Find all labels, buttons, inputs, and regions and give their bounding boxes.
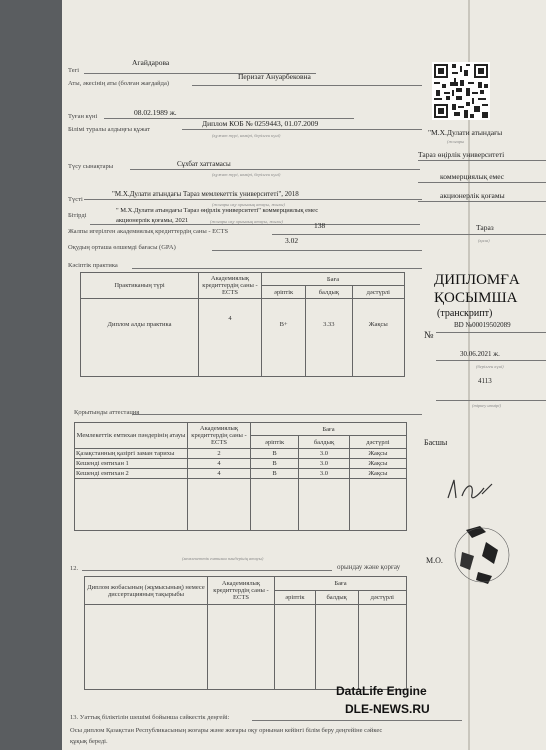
title-line-1: ДИПЛОМҒА (434, 272, 520, 288)
table-row (75, 459, 407, 469)
t2-header-grade: Баға (251, 423, 407, 436)
name-label: Аты, әкесінің аты (болған жағдайда) (68, 80, 169, 87)
issue-date: 30.06.2021 ж. (460, 350, 500, 358)
city-hint: (қала) (478, 238, 490, 243)
exam-label: Түсу сынақтары (68, 163, 114, 170)
gpa-value: 3.02 (285, 236, 299, 245)
head-label: Басшы (424, 438, 448, 447)
t1-cell-credits: 4 (199, 299, 262, 377)
title-line-2: ҚОСЫМША (434, 290, 518, 306)
t3-header-topic: Диплом жобасының (жұмысының) немесе диссертацияның тақырыбы (85, 577, 208, 605)
graduated-label: Бітірді (68, 212, 87, 219)
thesis-table (84, 576, 407, 690)
t2-cell-points: 3.0 (299, 449, 350, 459)
practice-table (80, 272, 405, 377)
univ-line-1: "М.Х.Дулати атындағы (428, 128, 503, 137)
entered-value: "М.Х.Дулати атындағы Тараз мемлекеттік университеті", 2018 (112, 190, 299, 198)
graduated-value-2: акционерлік қоғамы, 2021 (116, 217, 189, 224)
t2-cell-letter: B (251, 469, 299, 479)
credits-label: Жалпы игерілген академиялық кредиттердің саны - ECTS (68, 228, 229, 235)
table-row (75, 449, 407, 459)
t3-sub-letter: әріптік (275, 591, 316, 605)
stamp-icon (452, 522, 512, 588)
univ-line-2: Тараз өңірлік университеті (418, 150, 505, 159)
t1-header-credits: Академиялық кредиттердің саны - ECTS (199, 273, 262, 299)
t2-cell-credits: 2 (188, 449, 251, 459)
graduated-value: " М.Х.Дулати атындағы Тараз өңірлік университеті" коммерциялық емес (116, 207, 319, 214)
t1-sub-letter: әріптік (262, 286, 306, 299)
city-value: Тараз (476, 223, 494, 232)
univ-line-3: коммерциялық емес (440, 172, 505, 181)
birth-value: 08.02.1989 ж. (134, 108, 177, 117)
table-row (75, 479, 407, 531)
footer-line-2: құқық береді. (70, 738, 108, 745)
t3-header-grade: Баға (275, 577, 407, 591)
issue-date-hint: (берілген күні) (476, 364, 504, 369)
t1-cell-points: 3.33 (306, 299, 352, 377)
qr-code-icon (432, 62, 490, 120)
attest-label: Қорытынды аттестация (74, 409, 140, 416)
graduated-hint: (жоғары оқу орнының атауы, жылы) (210, 219, 283, 224)
t3-sub-points: балдық (315, 591, 358, 605)
t1-sub-points: балдық (306, 286, 352, 299)
sec12-number: 12. (70, 565, 79, 572)
t2-sub-points: балдық (299, 436, 350, 449)
attestation-table (74, 422, 407, 531)
entered-hint: (жоғары оқу орнының атауы, жылы) (212, 202, 285, 207)
t2-cell-traditional: Жақсы (349, 449, 406, 459)
title-line-3: (транскрипт) (437, 308, 493, 319)
gpa-label: Оқудың орташа өлшемді бағасы (GPA) (68, 244, 176, 251)
t2-header-credits: Академиялық кредиттердің саны - ECTS (188, 423, 251, 449)
t2-header-subject: Мемлекеттік емтихан пәндерінің атауы (75, 423, 188, 449)
t2-cell-credits: 4 (188, 469, 251, 479)
transcript-page (62, 0, 546, 750)
exam-value: Сұхбат хаттамасы (177, 160, 231, 168)
table-row (85, 605, 407, 690)
mo-label: М.О. (426, 556, 443, 565)
t2-cell-points: 3.0 (299, 459, 350, 469)
table-row (81, 299, 405, 377)
attest-hint: (мемлекеттік емтихан пәндерінің атауы) (182, 556, 264, 561)
t2-cell-credits: 4 (188, 459, 251, 469)
t1-header-grade: Баға (262, 273, 405, 286)
t2-cell-traditional: Жақсы (349, 459, 406, 469)
birth-label: Туған күні (68, 113, 98, 120)
t1-cell-letter: B+ (262, 299, 306, 377)
watermark-line-1: DataLife Engine (336, 684, 427, 698)
t2-cell-name: Қазақстанның қазіргі заман тарихы (75, 449, 188, 459)
t3-header-credits: Академиялық кредиттердің саны - ECTS (208, 577, 275, 605)
table-row (75, 469, 407, 479)
sec12-tail: орындау және қорғау (337, 563, 401, 571)
number-sign: № (424, 330, 434, 341)
t2-sub-traditional: дәстүрлі (349, 436, 406, 449)
sec13: 13. Уаттық біліктілін шешімі бойынша сәйкестік деңгейі: (70, 714, 230, 721)
surname-value: Агайдарова (132, 58, 170, 67)
watermark-line-2: DLE-NEWS.RU (345, 702, 430, 716)
name-value: Перизат Ануарбековна (238, 72, 311, 81)
footer-line-1: Осы диплом Қазақстан Республикасының жоғары және жоғары оқу орнынан кейінгі білім беру деңгейіне сәйкес (70, 727, 383, 734)
t2-cell-traditional: Жақсы (349, 469, 406, 479)
t1-cell-name: Диплом алды практика (81, 299, 199, 377)
prev-edu-hint: (құжат түрі, нөмірі, берілген күні) (212, 133, 281, 138)
entered-label: Түсті (68, 196, 83, 203)
reg-number: 4113 (478, 377, 492, 385)
t2-cell-points: 3.0 (299, 469, 350, 479)
surname-label: Тегі (68, 67, 80, 74)
diploma-number: ВD №00019502089 (454, 321, 511, 329)
prev-edu-value: Диплом КОБ № 0259443, 01.07.2009 (202, 119, 319, 128)
t3-sub-traditional: дәстүрлі (358, 591, 406, 605)
t1-sub-traditional: дәстүрлі (352, 286, 404, 299)
t2-cell-letter: B (251, 459, 299, 469)
univ-line-4: акционерлік қоғамы (440, 191, 505, 200)
signature-icon (444, 474, 496, 506)
t1-cell-traditional: Жақсы (352, 299, 404, 377)
t1-header-type: Практиканың түрі (81, 273, 199, 299)
credits-value: 138 (314, 221, 326, 230)
univ-hint: (жоғары (447, 139, 465, 144)
prev-edu-label: Білімі туралы алдыңғы құжат (68, 126, 151, 133)
t2-sub-letter: әріптік (251, 436, 299, 449)
t2-cell-letter: B (251, 449, 299, 459)
t2-cell-name: Кешенді емтихан 2 (75, 469, 188, 479)
t2-cell-name: Кешенді емтихан 1 (75, 459, 188, 469)
reg-number-hint: (тіркеу нөмірі) (472, 403, 501, 408)
practice-label: Кәсіптік практика (68, 262, 118, 269)
exam-hint: (құжат түрі, нөмірі, берілген күні) (212, 172, 281, 177)
